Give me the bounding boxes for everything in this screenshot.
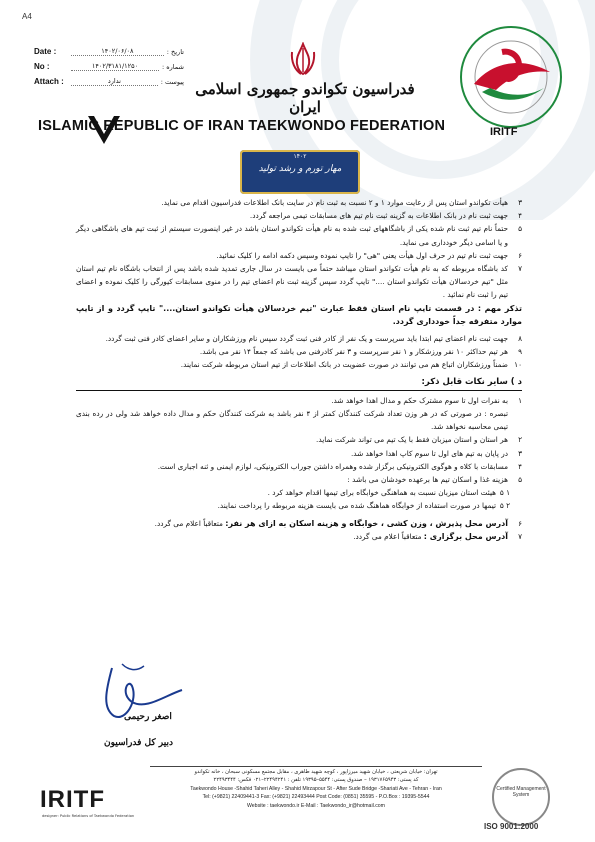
list-item (76, 433, 522, 446)
list-item (76, 486, 522, 499)
footer-address-fa: تهران: خیابان شریعتی ، خیابان شهید میرزاپور ، کوچه شهید طاهری ، مقابل مجتمع مسکونی سبحان ، خانه تکواندو (194, 769, 438, 775)
item-number: ۸ (518, 334, 522, 344)
letter-body (76, 196, 522, 543)
federation-logo-icon (452, 22, 570, 132)
iso-certificate-badge (474, 768, 570, 832)
federation-name-fa: فدراسیون تکواندو جمهوری اسلامی ایران (195, 80, 415, 116)
list-item (76, 407, 522, 433)
item-text: تیمها در صورت استفاده از خوابگاه هماهنگ شده می بایست هزینه مربوطه را پرداخت نمایند. (217, 501, 496, 511)
item-number: ۶ (518, 250, 522, 260)
item-text: کد باشگاه مربوطه که به نام هیأت تکواندو استان میباشد حتماً می بایست در سال جاری تمدید شده باشد پس از انتخاب باشگاه نام تیم استان مثل "تیم خردسالان هیأت تکواندو استان ...." تایپ گردد سپس گزینه ثبت نام اعضای تیم را در منوی مسابقات کیورگی را کلیک نموده و اعضای تیم را ثبت نام نمائید . (76, 264, 508, 300)
date-label-fa: تاریخ : (166, 47, 184, 56)
attach-value: ندارد (71, 77, 158, 86)
item-text: ضمناً ورزشکاران اتباع هم می توانند در صورت عضویت در بانک اطلاعات از تیم استان مربوطه شرکت نمایند. (180, 360, 508, 370)
signatory-name: اصغر رحیمی (124, 712, 172, 722)
date-label: Date : (34, 47, 57, 56)
item-number: ۱ (518, 395, 522, 405)
item-text: جهت ثبت نام اعضای تیم ابتدا باید سرپرست و یک نفر از کادر فنی ثبت گردد سپس نام ورزشکاران و سایر اعضای کادر فنی ثبت گردد. (105, 334, 508, 344)
list-item (76, 209, 522, 222)
list-item (76, 332, 522, 345)
item-number: ۲ ۵ (499, 501, 510, 511)
list-item (76, 196, 522, 209)
banner-slogan: مهار تورم و رشد تولید (258, 164, 342, 174)
item-number: ۴ (518, 211, 522, 221)
attach-label-fa: پیوست : (160, 77, 184, 86)
attach-row (34, 74, 184, 89)
item-text: متعاقباً اعلام می گردد. (154, 518, 226, 528)
item-number: ۳ (518, 448, 522, 458)
item-text: هر استان و استان میزبان فقط با یک تیم می تواند شرکت نماید. (316, 435, 508, 445)
signatory-title: دبیر کل فدراسیون (104, 738, 173, 748)
federation-name-en: ISLAMIC REPUBLIC OF IRAN TAEKWONDO FEDERATION (38, 118, 446, 134)
items-list-d-sub (76, 486, 522, 512)
items-list-d (76, 394, 522, 486)
list-item (76, 460, 522, 473)
list-item (76, 473, 522, 486)
list-item (76, 394, 522, 407)
items-list-final (76, 517, 522, 543)
item-text: تبصره : در صورتی که در هر وزن تعداد شرکت کنندگان کمتر از ۴ نفر باشد به شرکت کنندگان حکم و مدال داده خواهد شد ولی در رده بندی تیمی محاسبه نخواهد شد. (76, 409, 508, 432)
date-row (34, 44, 184, 59)
number-value: ۱۴۰۲/۳۱۸۱/۱۲۵۰ (71, 62, 159, 71)
number-label-fa: شماره : (162, 62, 184, 71)
year-slogan-banner (240, 150, 360, 194)
item-number: ۵ (518, 475, 522, 485)
page-size-label: A4 (22, 12, 32, 21)
item-text: متعاقباً اعلام می گردد. (353, 531, 424, 541)
items-list-a (76, 196, 522, 302)
item-text: در پایان به تیم های اول تا سوم کاپ اهدا خواهد شد. (350, 448, 508, 458)
letter-meta (34, 44, 184, 89)
footer-web: Website : taekwondo.ir E-Mail : Taekwondo_ir@hotmail.com (247, 802, 385, 809)
item-text: هر تیم حداکثر ۱۰ نفر ورزشکار و ۱ نفر سرپرست و ۳ نفر کادرفنی می باشد که جمعاً ۱۴ نفر می باشد. (199, 347, 508, 357)
item-number: ۵ (518, 224, 522, 234)
banner-year: ۱۴۰۲ (293, 153, 307, 160)
items-list-b (76, 332, 522, 372)
bottom-logo-caption: designer: Public Relations of Taekwondo Federation (42, 814, 135, 818)
logo-text: IRITF (490, 126, 518, 138)
chevron-mark-icon (84, 114, 124, 148)
item-text: هزینه غذا و اسکان تیم ها برعهده خودشان می باشد : (347, 475, 508, 485)
item-label: آدرس محل برگزاری : (423, 531, 508, 541)
list-item (76, 447, 522, 460)
item-text: جهت ثبت نام در بانک اطلاعات به گزینه ثبت نام تیم های مسابقات تیمی مراجعه گردد. (249, 211, 508, 221)
item-number: ۱۰ (514, 360, 522, 370)
list-item (76, 262, 522, 302)
list-item (76, 499, 522, 512)
footer-contact-fa: کد پستی: ۱۹۳۱۷۶۵۹۴۳ – صندوق پستی: ۵۵۴۴–۱۹۳۹۵ تلفن : ۲۲۴۹۴۲۴۱–۰۲۱ فکس: ۲۲۴۹۳۴۴۴ (213, 777, 419, 784)
list-item (76, 517, 522, 530)
iso-standard: ISO 9001:2000 (484, 822, 539, 831)
footer-address-en: Taekwondo House -Shahid Taheri Alley - Shahid Mirzapour St - After Sude Bridge -Shariati Ave - Tehran - Iran (190, 785, 442, 792)
section-d-heading: د ) سایر نکات قابل ذکر: (76, 376, 522, 391)
footer-contact-en: Tel: (+9821) 22409441-3 Fax: (+9821) 22493444 Post Code: (0851) 35595 - P.O.Box : 19395-5544 (202, 794, 430, 801)
item-text: هیئت استان میزبان نسبت به هماهنگی خوابگاه برای تیمها اقدام خواهد کرد . (267, 488, 496, 498)
item-number: ۹ (518, 347, 522, 357)
item-number: ۷ (518, 531, 522, 541)
number-row (34, 59, 184, 74)
list-item (76, 345, 522, 358)
item-number: ۶ (518, 518, 522, 528)
item-number: ۳ (518, 198, 522, 207)
footer-address (150, 768, 482, 810)
bottom-logo-text: IRITF (40, 786, 105, 813)
iran-emblem-icon (288, 42, 318, 76)
federation-logo (452, 22, 570, 152)
item-text: حتماً نام تیم ثبت نام شده یکی از باشگاههای ثبت شده به نام هیأت تکواندو استان باشد در غیر اینصورت سیستم از ثبت تیم های باشگاهی دیگر و یا اسامی دیگر خودداری می نماید. (76, 224, 508, 247)
item-text: مسابقات با کلاه و هوگوی الکترونیکی برگزار شده وهمراه داشتن جوراب الکترونیکی، لوازم ایمنی و ثنه اجباری است. (157, 461, 508, 471)
list-item (76, 530, 522, 543)
list-item (76, 222, 522, 248)
bottom-federation-logo (40, 784, 150, 818)
item-number: ۲ (518, 435, 522, 445)
footer-divider (150, 766, 482, 767)
date-value: ۱۴۰۲/۰۶/۰۸ (71, 47, 164, 56)
list-item (76, 358, 522, 371)
item-text: هیأت تکواندو استان پس از رعایت موارد ۱ و ۲ نسبت به ثبت نام در سایت بانک اطلاعات فدراسیون اقدام می نماید. (161, 198, 508, 207)
item-number: ۴ (518, 461, 522, 471)
iso-cert-text: Certified Management System (496, 786, 546, 798)
item-text: به نفرات اول تا سوم مشترک حکم و مدال اهدا خواهد شد. (331, 395, 508, 405)
item-number: ۱ ۵ (499, 488, 510, 498)
item-number: ۷ (518, 264, 522, 274)
list-item (76, 249, 522, 262)
item-text: جهت ثبت نام تیم در حرف اول هیأت یعنی "هی" را تایپ نموده وسپس دکمه ادامه را کلیک نمائید. (216, 250, 508, 260)
attach-label: Attach : (34, 77, 64, 86)
important-note: تذکر مهم : در قسمت تایپ نام استان فقط عبارت "تیم خردسالان هیأت تکواندو استان...." تایپ گردد و از تایپ موارد متفرقه جداً خودداری گردد. (76, 303, 522, 326)
number-label: No : (34, 62, 50, 71)
item-label: آدرس محل پذیرش ، وزن کشی ، خوابگاه و هزینه اسکان به ازای هر نفر: (225, 518, 508, 528)
